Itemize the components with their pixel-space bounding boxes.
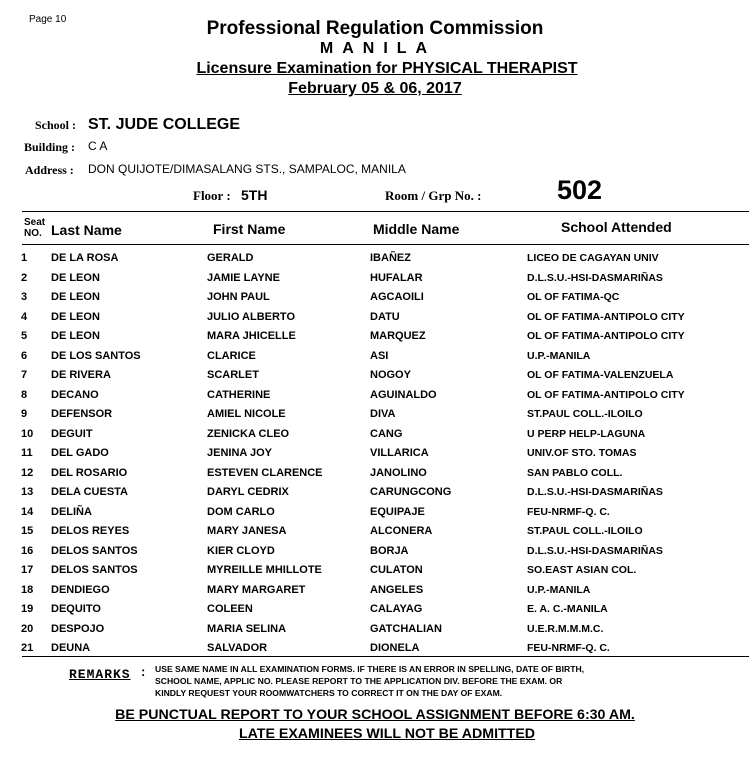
table-row — [0, 444, 750, 464]
seat-cell: 11 — [21, 447, 33, 459]
middle-name-cell: EQUIPAJE — [370, 505, 425, 518]
table-row — [0, 581, 750, 601]
school-cell: SO.EAST ASIAN COL. — [527, 564, 637, 576]
school-cell: D.L.S.U.-HSI-DASMARIÑAS — [527, 486, 663, 498]
exam-title — [12, 60, 750, 78]
middle-name-cell: AGUINALDO — [370, 388, 437, 401]
remarks-line-1: USE SAME NAME IN ALL EXAMINATION FORMS. IF THERE IS AN ERROR IN SPELLING, DATE OF BIRTH, — [155, 664, 585, 674]
first-name-cell: SALVADOR — [207, 642, 268, 654]
table-row — [0, 347, 750, 367]
first-name-cell: ESTEVEN CLARENCE — [207, 466, 323, 479]
table-row — [0, 327, 750, 347]
last-name-cell: DEL GADO — [51, 447, 109, 459]
page-number: Page 10 — [29, 14, 67, 25]
middle-name-cell: ASI — [370, 349, 389, 362]
middle-name-header: Middle Name — [373, 221, 460, 237]
first-name-cell: CATHERINE — [207, 388, 271, 401]
remarks-colon: : — [141, 664, 146, 679]
seat-cell: 9 — [21, 408, 28, 420]
seat-cell: 8 — [21, 388, 28, 401]
middle-name-cell: DATU — [370, 310, 400, 323]
seat-cell: 13 — [21, 486, 34, 498]
middle-name-cell: MARQUEZ — [370, 330, 426, 342]
school-cell: ST.PAUL COLL.-ILOILO — [527, 408, 643, 420]
school-cell: LICEO DE CAGAYAN UNIV — [527, 252, 659, 264]
school-cell: OL OF FATIMA-VALENZUELA — [527, 369, 674, 381]
commission-title: Professional Regulation Commission — [206, 18, 544, 39]
school-attended-header: School Attended — [561, 219, 672, 235]
last-name-cell: DESPOJO — [51, 622, 105, 635]
middle-name-cell: NOGOY — [370, 369, 411, 381]
table-row — [0, 288, 750, 308]
first-name-cell: MARA JHICELLE — [207, 330, 296, 342]
table-row — [0, 386, 750, 406]
last-name-cell: DELOS SANTOS — [51, 544, 138, 557]
school-cell: U.P.-MANILA — [527, 349, 591, 362]
room-number: 502 — [557, 175, 603, 205]
last-name-cell: DEQUITO — [51, 603, 101, 615]
middle-name-cell: BORJA — [370, 544, 409, 557]
first-name-cell: AMIEL NICOLE — [207, 408, 286, 420]
middle-name-cell: CULATON — [370, 564, 423, 576]
seat-cell: 6 — [21, 349, 28, 362]
city-title: MANILA — [319, 40, 437, 57]
table-row — [0, 464, 750, 484]
seat-cell: 10 — [21, 427, 34, 440]
school-cell: FEU-NRMF-Q. C. — [527, 642, 610, 654]
exam-date-text: February 05 & 06, 2017 — [288, 80, 462, 97]
first-name-cell: KIER CLOYD — [207, 544, 275, 557]
school-cell: U.E.R.M.M.M.C. — [527, 622, 604, 635]
school-cell: SAN PABLO COLL. — [527, 466, 623, 479]
building-label: Building : — [24, 140, 76, 154]
seat-header-line2: NO. — [24, 228, 42, 239]
school-cell: E. A. C.-MANILA — [527, 603, 608, 615]
first-name-cell: GERALD — [207, 252, 254, 264]
table-row — [0, 503, 750, 523]
table-row — [0, 483, 750, 503]
table-row — [0, 366, 750, 386]
remarks-label: REMARKS — [69, 667, 131, 682]
first-name-cell: MARY MARGARET — [207, 583, 306, 596]
middle-name-cell: CANG — [370, 427, 403, 440]
table-row — [0, 269, 750, 289]
address-value: DON QUIJOTE/DIMASALANG STS., SAMPALOC, MANILA — [88, 162, 406, 176]
table-header-rule — [22, 244, 749, 245]
last-name-cell: DELIÑA — [51, 505, 92, 518]
seat-cell: 15 — [21, 525, 34, 537]
school-cell: ST.PAUL COLL.-ILOILO — [527, 525, 643, 537]
first-name-cell: ZENICKA CLEO — [207, 427, 290, 440]
last-name-cell: DEGUIT — [51, 427, 93, 440]
last-name-cell: DELOS SANTOS — [51, 564, 138, 576]
seat-cell: 18 — [21, 583, 34, 596]
exam-title-text: Licensure Examination for PHYSICAL THERAPIST — [196, 60, 578, 77]
seat-header-line1: Seat — [24, 217, 46, 228]
table-row — [0, 522, 750, 542]
school-value: ST. JUDE COLLEGE — [88, 116, 241, 133]
last-name-cell: DE LOS SANTOS — [51, 349, 141, 362]
table-row — [0, 405, 750, 425]
school-cell: FEU-NRMF-Q. C. — [527, 505, 610, 518]
seat-cell: 19 — [21, 603, 34, 615]
last-name-header: Last Name — [51, 222, 122, 238]
seat-cell: 16 — [21, 544, 34, 557]
first-name-cell: JOHN PAUL — [207, 291, 270, 303]
building-value: C A — [88, 139, 108, 153]
seat-header — [24, 217, 45, 239]
first-name-cell: CLARICE — [207, 349, 256, 362]
first-name-cell: MARY JANESA — [207, 525, 287, 537]
last-name-cell: DENDIEGO — [51, 583, 110, 596]
middle-name-cell: HUFALAR — [370, 271, 423, 284]
seat-cell: 2 — [21, 271, 28, 284]
school-cell: U.P.-MANILA — [527, 583, 591, 596]
school-cell: D.L.S.U.-HSI-DASMARIÑAS — [527, 271, 663, 284]
last-name-cell: DECANO — [51, 388, 99, 401]
floor-value: 5TH — [241, 187, 268, 203]
middle-name-cell: DIVA — [370, 408, 396, 420]
table-row — [0, 600, 750, 620]
last-name-cell: DE RIVERA — [51, 369, 111, 381]
middle-name-cell: GATCHALIAN — [370, 622, 442, 635]
first-name-cell: MYREILLE MHILLOTE — [207, 564, 322, 576]
table-row — [0, 308, 750, 328]
middle-name-cell: VILLARICA — [370, 447, 429, 459]
school-cell: OL OF FATIMA-QC — [527, 291, 620, 303]
last-name-cell: DE LEON — [51, 330, 100, 342]
last-name-cell: DE LA ROSA — [51, 252, 119, 264]
middle-name-cell: JANOLINO — [370, 466, 427, 479]
address-label: Address : — [25, 163, 74, 177]
table-top-rule — [22, 211, 749, 212]
last-name-cell: DEUNA — [51, 642, 91, 654]
middle-name-cell: ALCONERA — [370, 525, 433, 537]
school-cell: UNIV.OF STO. TOMAS — [527, 447, 637, 459]
room-label: Room / Grp No. : — [385, 188, 482, 203]
remarks-line-3: KINDLY REQUEST YOUR ROOMWATCHERS TO CORRECT IT ON THE DAY OF EXAM. — [155, 688, 503, 698]
first-name-header: First Name — [213, 221, 286, 237]
middle-name-cell: IBAÑEZ — [370, 252, 411, 264]
seat-cell: 1 — [21, 252, 28, 264]
remarks-text — [155, 663, 675, 699]
punctuality-notice: BE PUNCTUAL REPORT TO YOUR SCHOOL ASSIGNMENT BEFORE 6:30 AM. — [115, 707, 635, 723]
middle-name-cell: DIONELA — [370, 642, 420, 654]
school-cell: D.L.S.U.-HSI-DASMARIÑAS — [527, 544, 663, 557]
school-cell: U PERP HELP-LAGUNA — [527, 427, 646, 440]
seat-cell: 14 — [21, 505, 34, 518]
seat-cell: 4 — [21, 310, 28, 323]
last-name-cell: DE LEON — [51, 310, 100, 323]
first-name-cell: COLEEN — [207, 603, 253, 615]
first-name-cell: MARIA SELINA — [207, 622, 287, 635]
last-name-cell: DELOS REYES — [51, 525, 130, 537]
exam-date — [0, 80, 750, 98]
seat-cell: 17 — [21, 564, 34, 576]
last-name-cell: DEFENSOR — [51, 408, 113, 420]
school-cell: OL OF FATIMA-ANTIPOLO CITY — [527, 330, 685, 342]
late-notice: LATE EXAMINEES WILL NOT BE ADMITTED — [238, 726, 536, 742]
school-label: School : — [35, 118, 77, 132]
table-row — [0, 425, 750, 445]
last-name-cell: DE LEON — [51, 271, 100, 284]
first-name-cell: JAMIE LAYNE — [207, 271, 280, 284]
table-row — [0, 620, 750, 640]
school-cell: OL OF FATIMA-ANTIPOLO CITY — [527, 310, 685, 323]
seat-cell: 7 — [21, 369, 28, 381]
middle-name-cell: AGCAOILI — [370, 291, 424, 303]
last-name-cell: DE LEON — [51, 291, 100, 303]
table-row — [0, 561, 750, 581]
floor-label: Floor : — [193, 188, 231, 203]
first-name-cell: DOM CARLO — [207, 505, 275, 518]
first-name-cell: SCARLET — [207, 369, 259, 381]
seat-cell: 20 — [21, 622, 34, 635]
middle-name-cell: CALAYAG — [370, 603, 423, 615]
middle-name-cell: CARUNGCONG — [370, 486, 452, 498]
seat-cell: 5 — [21, 330, 28, 342]
seat-cell: 12 — [21, 466, 34, 479]
last-name-cell: DELA CUESTA — [51, 486, 128, 498]
first-name-cell: DARYL CEDRIX — [207, 486, 289, 498]
seat-cell: 3 — [21, 291, 28, 303]
seat-cell: 21 — [21, 642, 34, 654]
first-name-cell: JENINA JOY — [207, 447, 273, 459]
table-bottom-rule — [22, 656, 749, 657]
remarks-line-2: SCHOOL NAME, APPLIC NO. PLEASE REPORT TO THE APPLICATION DIV. BEFORE THE EXAM. OR — [155, 676, 563, 686]
table-row — [0, 542, 750, 562]
school-cell: OL OF FATIMA-ANTIPOLO CITY — [527, 388, 685, 401]
first-name-cell: JULIO ALBERTO — [207, 310, 296, 323]
middle-name-cell: ANGELES — [370, 583, 424, 596]
table-row — [0, 249, 750, 269]
last-name-cell: DEL ROSARIO — [51, 466, 128, 479]
